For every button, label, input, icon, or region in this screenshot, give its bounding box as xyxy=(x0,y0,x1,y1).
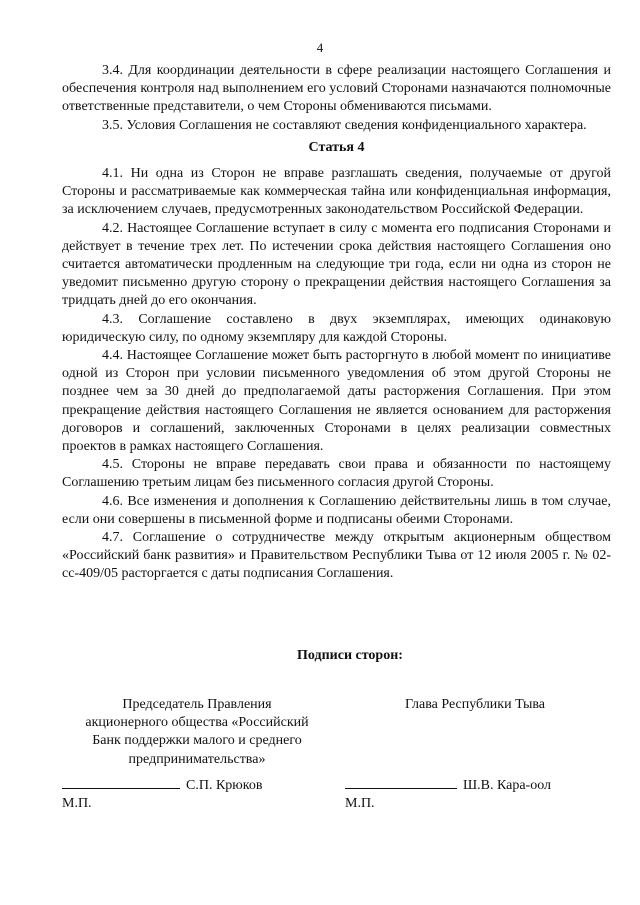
paragraph-4-4: 4.4. Настоящее Соглашение может быть расторгнуто в любой момент по инициативе одной из Сторон при условии письменного уведомления об этом другой Стороны не позднее чем за 30 дней до предполагаемой даты расторжения Соглашения. При этом прекращение действия настоящего Соглашения не является основанием для расторжения договоров и соглашений, заключенных Сторонами в целях реализации совместных проектов в рамках настоящего Соглашения. xyxy=(62,348,611,455)
right-stamp-label: М.П. xyxy=(345,796,375,811)
left-position-line: Председатель Правления xyxy=(122,697,272,712)
left-signatory-position xyxy=(62,696,332,769)
left-position-line: Банк поддержки малого и среднего xyxy=(92,733,302,749)
right-signatory-position xyxy=(345,696,605,714)
paragraph-3-4: 3.4. Для координации деятельности в сфере реализации настоящего Соглашения и обеспечения контроля над выполнением его условий Сторонами назначаются полномочные ответственные представители, о чем Стороны обмениваются письмами. xyxy=(62,63,611,115)
right-signature-line xyxy=(345,776,551,794)
left-signature-line xyxy=(62,776,262,794)
right-signature-blank xyxy=(345,776,457,789)
paragraph-4-1: 4.1. Ни одна из Сторон не вправе разглашать сведения, получаемые от другой Стороны и рассматриваемые как коммерческая тайна или конфиденциальная информация, за исключением случаев, предусмотренных законодательством Российской Федерации. xyxy=(62,166,611,218)
paragraph-3-5: 3.5. Условия Соглашения не составляют сведения конфиденциального характера. xyxy=(102,117,587,133)
left-signatory-name: С.П. Крюков xyxy=(186,778,263,793)
paragraph-4-2: 4.2. Настоящее Соглашение вступает в силу с момента его подписания Сторонами и действует в течение трех лет. По истечении срока действия настоящего Соглашения оно считается автоматически продленным на следующие три года, если ни одна из сторон не уведомит письменно другую сторону о прекращении действия настоящего Соглашения за тридцать дней до его окончания. xyxy=(62,220,611,309)
right-position-line: Глава Республики Тыва xyxy=(404,697,545,712)
left-signature-blank xyxy=(62,776,180,789)
left-position-line: акционерного общества «Российский xyxy=(85,715,309,731)
article-heading: Статья 4 xyxy=(308,139,365,155)
right-signatory-name: Ш.В. Кара-оол xyxy=(463,778,552,793)
signatures-title: Подписи сторон: xyxy=(297,648,403,663)
left-position-line: предпринимательства» xyxy=(128,751,266,767)
paragraph-4-3: 4.3. Соглашение составлено в двух экземплярах, имеющих одинаковую юридическую силу, по одному экземпляру для каждой Стороны. xyxy=(62,311,611,345)
paragraph-4-5: 4.5. Стороны не вправе передавать свои права и обязанности по настоящему Соглашению третьим лицам без письменного согласия другой Стороны. xyxy=(62,457,611,491)
page-number: 4 xyxy=(316,40,324,55)
paragraph-4-7: 4.7. Соглашение о сотрудничестве между открытым акционерным обществом «Российский банк развития» и Правительством Республики Тыва от 12 июля 2005 г. № 02-сс-409/05 расторгается с даты подписания Соглашения. xyxy=(62,530,611,582)
paragraph-4-6: 4.6. Все изменения и дополнения к Соглашению действительны лишь в том случае, если они совершены в письменной форме и подписаны обеими Сторонами. xyxy=(62,493,611,527)
document-body xyxy=(62,62,611,584)
left-stamp-label: М.П. xyxy=(62,796,92,811)
